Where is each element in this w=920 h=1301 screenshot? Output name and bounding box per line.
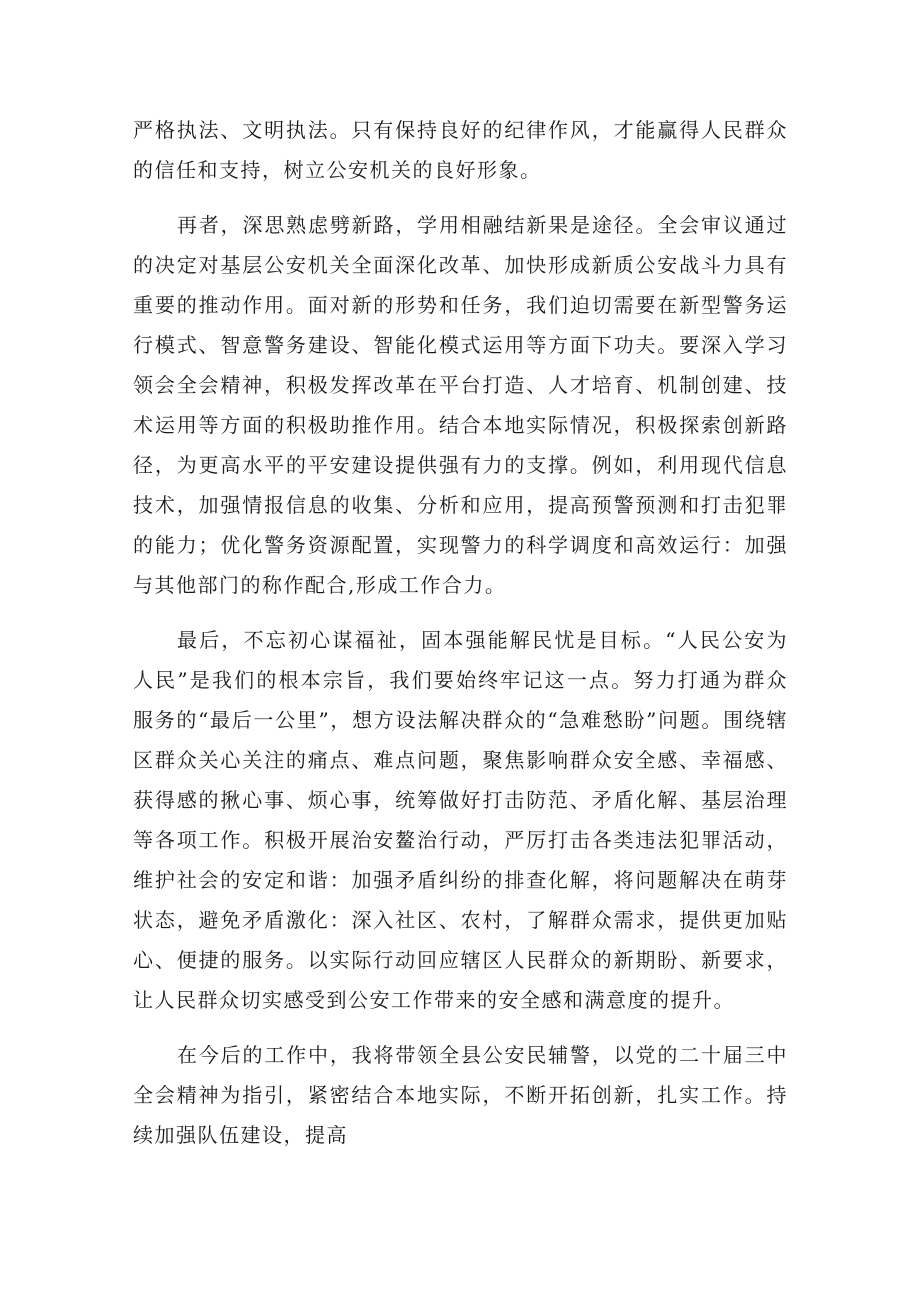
paragraph-path: 再者，深思熟虑劈新路，学用相融结新果是途径。全会审议通过的决定对基层公安机关全面深化改革、加快形成新质公安战斗力具有重要的推动作用。面对新的形势和任务，我们迫切需要在新型警务运行模式、智意警务建设、智能化模式运用等方面下功夫。要深入学习领会全会精神，积极发挥改革在平台打造、人才培育、机制创建、技术运用等方面的积极助推作用。结合本地实际情况，积极探索创新路径，为更高水平的平安建设提供强有力的支撑。例如，利用现代信息技术，加强情报信息的收集、分析和应用，提高预警预测和打击犯罪的能力；优化警务资源配置，实现警力的科学调度和高效运行：加强与其他部门的称作配合,形成工作合力。 bbox=[133, 213, 788, 597]
paragraph-goal: 最后，不忘初心谋福祉，固本强能解民忧是目标。“人民公安为人民”是我们的根本宗旨，我们要始终牢记这一点。努力打通为群众服务的“最后一公里”，想方设法解决群众的“急难愁盼”问题。围绕辖区群众关心关注的痛点、难点问题，聚焦影响群众安全感、幸福感、获得感的揪心事、烦心事，统筹做好打击防范、矛盾化解、基层治理等各项工作。积极开展治安鳌治行动，严厉打击各类违法犯罪活动，维护社会的安定和谐：加强矛盾纠纷的排查化解，将问题解决在萌芽状态，避免矛盾激化：深入社区、农村，了解群众需求，提供更加贴心、便捷的服务。以实际行动回应辖区人民群众的新期盼、新要求，让人民群众切实感受到公安工作带来的安全感和满意度的提升。 bbox=[133, 628, 788, 1012]
paragraph-continued: 严格执法、文明执法。只有保持良好的纪律作风，才能赢得人民群众的信任和支持，树立公安机关的良好形象。 bbox=[133, 118, 788, 182]
paragraph-future-work: 在今后的工作中，我将带领全县公安民辅警，以党的二十届三中全会精神为指引，紧密结合本地实际，不断开拓创新，扎实工作。持续加强队伍建设，提高 bbox=[133, 1043, 788, 1147]
document-body bbox=[133, 110, 788, 1170]
